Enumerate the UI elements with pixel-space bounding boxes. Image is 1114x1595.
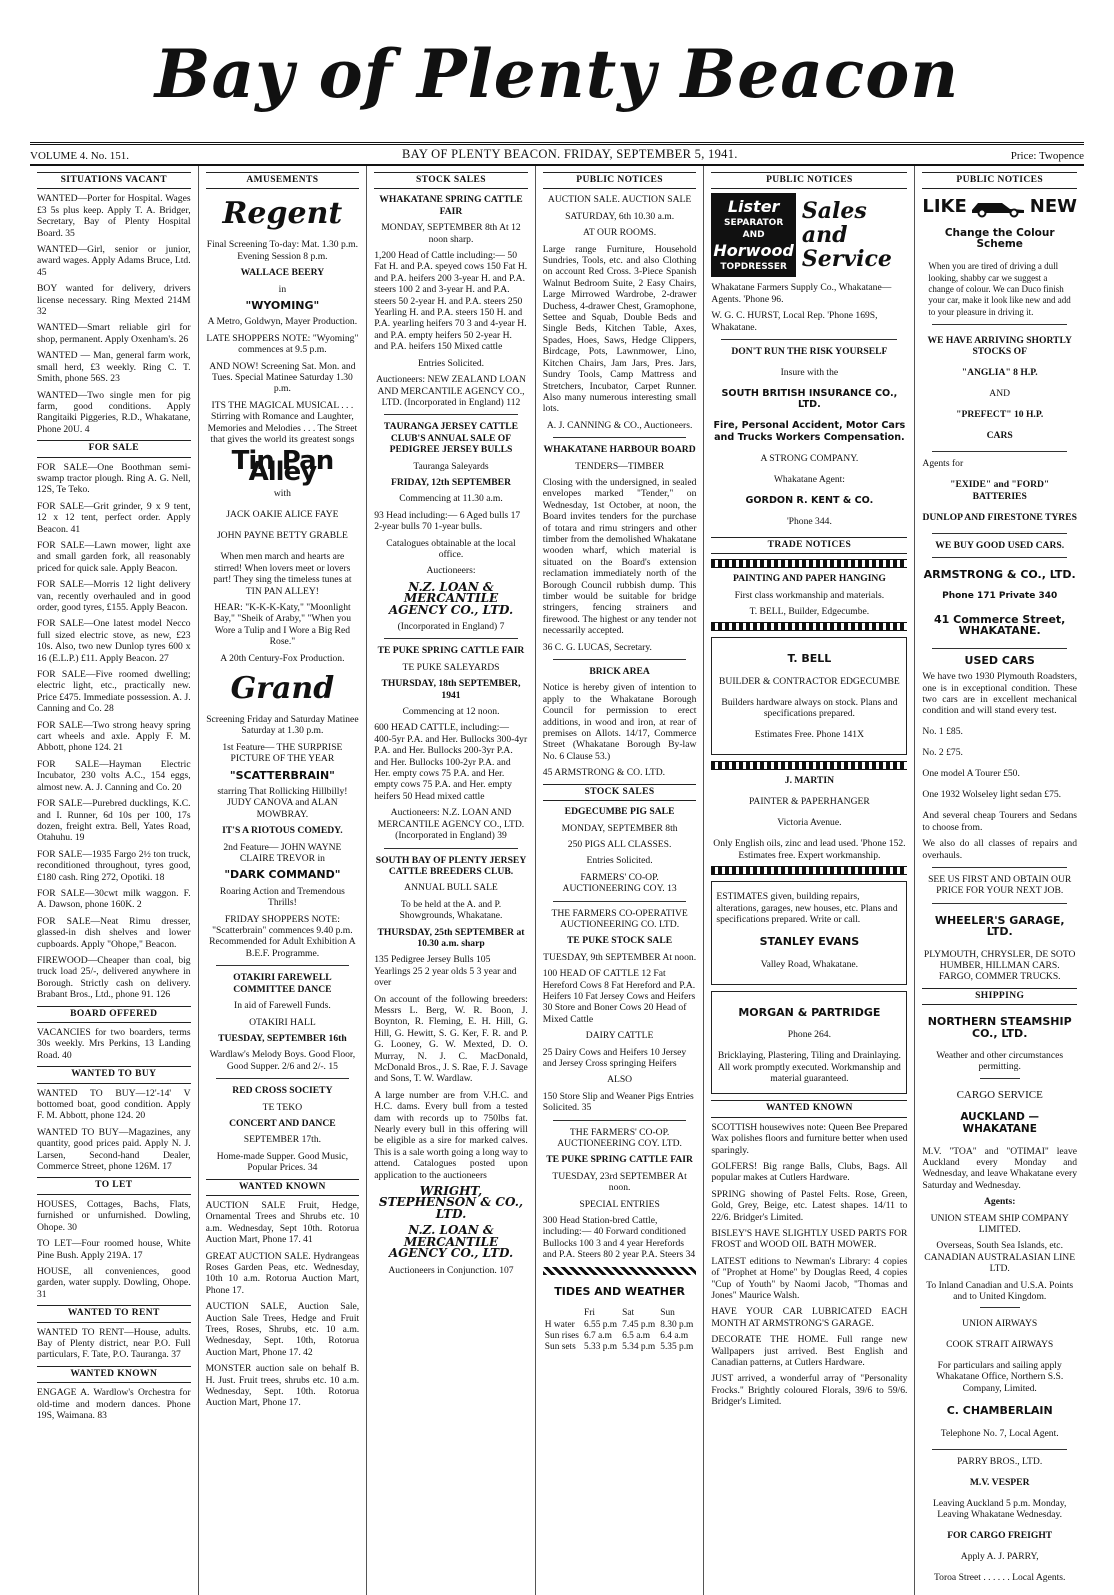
- ad: WANTED—Two single men for pig farm, good conditions. Apply Rangitaiki Piggeries, R.D., Whakatane, Phone 20U. 4: [37, 389, 191, 435]
- text: SEPTEMBER 17th.: [243, 1134, 322, 1146]
- text: JOHN PAYNE BETTY GRABLE: [216, 530, 348, 542]
- text: When you are tired of driving a dull looking, shabby car we suggest a change of colour. We can Duco finish your car, make it look like new and add to your pleasure in driving it.: [928, 261, 1071, 317]
- heading: RED CROSS SOCIETY: [232, 1085, 333, 1097]
- dateline: [30, 142, 1084, 166]
- text: Auctioneers in Conjunction. 107: [388, 1264, 514, 1276]
- ad: FOR SALE—Neat Rimu dresser, glassed-in dish shelves and lower cupboards. Apply "Ohope," Beacon.: [37, 915, 191, 950]
- divider: [980, 1307, 1020, 1308]
- lister-logo: [711, 193, 796, 277]
- heading-stock-sales: STOCK SALES: [374, 172, 528, 189]
- heading: OTAKIRI FAREWELL COMMITTEE DANCE: [233, 972, 332, 995]
- divider: [216, 1078, 350, 1079]
- text: 300 Head Station-bred Cattle, including:— 40 Forward conditioned Bullocks 100 3 and 4 year Herefords and P.A. Steers 80 2 year P.A. Steers 34: [542, 1215, 696, 1261]
- divider: [384, 848, 518, 849]
- price: Price: Twopence: [1010, 150, 1084, 162]
- heading-stock-sales: STOCK SALES: [543, 784, 697, 801]
- text: W. G. C. HURST, Local Rep. 'Phone 169S, Whakatane.: [711, 310, 878, 333]
- text: Roaring Action and Tremendous Thrills!: [219, 885, 345, 909]
- text: Valley Road, Whakatane.: [760, 958, 859, 970]
- heading: WHAKATANE SPRING CATTLE FAIR: [379, 194, 523, 217]
- text: 45 ARMSTRONG & CO. LTD.: [542, 767, 666, 779]
- ad: JUST arrived, a wonderful array of "Personality Frocks." Brightly coloured Florals, 39/6 to 59/6. Bridger's Limited.: [711, 1373, 908, 1408]
- text: WRIGHT, STEPHENSON & CO., LTD.: [378, 1184, 524, 1221]
- text: MORGAN & PARTRIDGE: [738, 1005, 881, 1019]
- text: WE HAVE ARRIVING SHORTLY STOCKS OF: [927, 334, 1072, 358]
- text: ESTIMATES given, building repairs, alterations, garages, new houses, etc. Plans and specifications prepared. Write or call.: [716, 891, 898, 925]
- text: To be held at the A. and P. Showgrounds, Whakatane.: [399, 898, 503, 922]
- text: CONCERT AND DANCE: [229, 1117, 336, 1129]
- text: Entries Solicited.: [586, 855, 653, 867]
- text: TUESDAY, SEPTEMBER 16th: [218, 1032, 347, 1044]
- text: Wardlaw's Melody Boys. Good Floor, Good Supper. 2/6 and 2/-. 15: [209, 1049, 356, 1072]
- text: Catalogues obtainable at the local office.: [386, 537, 516, 560]
- ad: WANTED TO BUY—Magazines, any quantity, good prices paid. Apply N. J. Larsen, Second-hand Dealer, Commerce Street, phone 126M. 17: [37, 1126, 191, 1173]
- like-new-banner: [922, 195, 1077, 217]
- heading: AUCTION SALE. AUCTION SALE: [547, 194, 692, 206]
- text: DAIRY CATTLE: [585, 1030, 654, 1042]
- text: 1st Feature— THE SURPRISE PICTURE OF THE YEAR: [222, 741, 343, 765]
- text: FRIDAY, 12th SEPTEMBER: [390, 476, 512, 488]
- columns: [30, 166, 1084, 1584]
- ad: SPRING showing of Pastel Felts. Rose, Green, Gold, Grey, Beige, etc. Latest shapes. 14/11 to 22/6. Bridger's Limited.: [711, 1188, 908, 1223]
- text: M.V. "TOA" and "OTIMAI" leave Auckland every Monday and Wednesday, and leave Whakatane every Saturday and Wednesday.: [922, 1145, 1077, 1191]
- heading-for-sale: FOR SALE: [37, 440, 191, 457]
- text: Overseas, South Sea Islands, etc. CANADIAN AUSTRALASIAN LINE LTD.: [924, 1240, 1076, 1275]
- text: MONDAY, SEPTEMBER 8th: [561, 822, 678, 834]
- text: STANLEY EVANS: [759, 935, 860, 949]
- text: Closing with the undersigned, in sealed envelopes marked "Tender," on Wednesday, 1st October, at noon, the Board invites tenders for the purchase of totara and rimu stringers and other timber from the demolished Whakatane wooden wharf, which material is situated on the Board's extension reclamation immediately north of the Borough Council rubbish dump. This timber would be suitable for bridge stringers, fencing strainers and firewood. The highest or any tender not necessarily accepted.: [542, 476, 697, 637]
- divider: [553, 437, 687, 438]
- tides-table: [543, 1308, 697, 1354]
- table-cell: 7.45 p.m: [622, 1319, 656, 1330]
- table-row: [543, 1331, 697, 1342]
- text: in: [278, 283, 287, 295]
- table-cell: Fri: [584, 1308, 595, 1319]
- table-cell: 8.30 p.m: [660, 1319, 694, 1330]
- divider: [932, 1449, 1067, 1450]
- t-bell-advert: [711, 637, 907, 755]
- table-cell: [543, 1308, 582, 1319]
- text: MONDAY, SEPTEMBER 8th At 12 noon sharp.: [381, 222, 521, 245]
- ad: FOR SALE—Purebred ducklings, K.C. and I. Runner, 6d 10s per 100, 17s dozen, freight extra. Bell, Yates Road, Otahuhu. 19: [37, 798, 191, 844]
- regent-logo: Regent: [222, 196, 343, 232]
- text: Agents:: [983, 1196, 1016, 1208]
- text: SEE US FIRST AND OBTAIN OUR PRICE FOR YOUR NEXT JOB.: [928, 873, 1072, 897]
- ad: FOR SALE—Hayman Electric Incubator, 230 volts A.C., 154 eggs, almost new. A. J. Canning and Co. 20: [37, 758, 191, 793]
- table-cell: 5.34 p.m: [622, 1342, 656, 1353]
- table-row: [543, 1308, 697, 1319]
- ad: FOR SALE—Five roomed dwelling; electric light, etc., practically new. Price £475. Immediate possession. A. J. Canning and Co. 28: [37, 669, 191, 715]
- ad: FIREWOOD—Cheaper than coal, big truck load 25/-, delivered anywhere in Borough. Strictly cash on delivery. Brabant Bros., Ltd., phone 91. 126: [37, 954, 191, 1001]
- heading: THE FARMERS CO-OPERATIVE AUCTIONEERING CO. LTD.: [551, 907, 688, 930]
- text: Builders hardware always on stock. Plans and specifications prepared.: [721, 696, 898, 720]
- text: No. 2 £75.: [922, 747, 963, 759]
- divider: [980, 1078, 1020, 1079]
- text: THURSDAY, 25th SEPTEMBER at 10.30 a.m. sharp: [377, 926, 525, 949]
- text: For particulars and sailing apply Whakatane Office, Northern S.S. Company, Limited.: [936, 1360, 1064, 1394]
- text: OTAKIRI HALL: [249, 1016, 316, 1028]
- text: "PREFECT" 10 H.P.: [956, 409, 1044, 421]
- table-cell: 5.33 p.m: [584, 1342, 618, 1353]
- text: TUESDAY, 23rd SEPTEMBER At noon.: [552, 1170, 687, 1194]
- text: T. BELL: [787, 652, 832, 666]
- heading: J. MARTIN: [784, 775, 834, 787]
- text: FARMERS' CO-OP. AUCTIONEERING COY. 13: [562, 871, 677, 895]
- heading: WHAKATANE HARBOUR BOARD: [543, 444, 696, 456]
- heading-amusements: AMUSEMENTS: [206, 172, 360, 189]
- ad: TO LET—Four roomed house, White Pine Bush. Apply 219A. 17: [37, 1238, 191, 1261]
- divider: [932, 867, 1067, 868]
- decorative-border: [711, 622, 907, 631]
- ad: ENGAGE A. Wardlow's Orchestra for old-time and modern dances. Phone 19S, Waimana. 83: [37, 1387, 191, 1421]
- text: Victoria Avenue.: [777, 817, 842, 829]
- text: AUCKLAND — WHAKATANE: [960, 1111, 1040, 1135]
- ad: VACANCIES for two boarders, terms 30s weekly. Mrs Perkins, 13 Landing Road. 40: [37, 1027, 191, 1061]
- ad: WANTED TO BUY—12'-14' V bottomed boat, good condition. Apply F. M. Abbott, phone 124. 20: [37, 1087, 191, 1122]
- column-public-notices: [536, 166, 705, 1595]
- text: One model A Tourer £50.: [922, 768, 1020, 780]
- heading: Change the Colour Scheme: [944, 226, 1055, 251]
- text: In aid of Farewell Funds.: [234, 1000, 331, 1012]
- text: Toroa Street . . . . . . Local Agents.: [933, 1572, 1066, 1584]
- heading-public-notices: PUBLIC NOTICES: [543, 172, 697, 189]
- column-trade-notices: [704, 166, 915, 1595]
- text: T. BELL, Builder, Edgecumbe.: [749, 606, 870, 618]
- heading: EDGECUMBE PIG SALE: [564, 806, 675, 818]
- text: Estimates Free. Phone 141X: [754, 729, 865, 741]
- text: Home-made Supper. Good Music, Popular Prices. 34: [216, 1150, 349, 1174]
- ad: FOR SALE—One latest model Necco full sized electric stove, as new, £23 10s. Also, two new Dunlop tyres 600 x 16 (E.L.P.) £11. Apply Beacon. 27: [37, 618, 191, 664]
- heading-trade-notices: TRADE NOTICES: [711, 537, 907, 554]
- heading-wanted-to-rent: WANTED TO RENT: [37, 1305, 191, 1322]
- heading-wanted-known: WANTED KNOWN: [37, 1366, 191, 1383]
- text: DUNLOP AND FIRESTONE TYRES: [922, 511, 1077, 523]
- text: UNION STEAM SHIP COMPANY LIMITED.: [930, 1212, 1069, 1235]
- text: A STRONG COMPANY.: [760, 452, 859, 464]
- text: 135 Pedigree Jersey Bulls 105 Yearlings 25 2 year olds 5 3 year and over: [374, 954, 517, 989]
- divider: [216, 965, 350, 966]
- text: Commencing at 11.30 a.m.: [399, 493, 503, 505]
- divider: [932, 557, 1067, 558]
- table-cell: 6.4 a.m: [660, 1330, 689, 1341]
- ad: WANTED—Smart reliable girl for shop, permanent. Apply Oxenham's. 26: [37, 322, 191, 345]
- ad: GOLFERS! Big range Balls, Clubs, Bags. All popular makes at Cutlers Hardware.: [711, 1160, 908, 1184]
- ad: FOR SALE—30cwt milk waggon. F. A. Dawson, phone 160K. 2: [37, 887, 191, 911]
- ad: BISLEY'S HAVE SLIGHTLY USED PARTS FOR FROST and WOOD OIL BATH MOWER.: [711, 1228, 908, 1251]
- text: ALSO: [607, 1074, 633, 1086]
- text: UNION AIRWAYS: [962, 1318, 1038, 1329]
- heading-to-let: TO LET: [37, 1177, 191, 1194]
- ad: WANTED — Man, general farm work, small herd, £3 weekly. Ring C. T. Smith, phone 56S. 23: [37, 350, 191, 385]
- text: AND: [742, 230, 765, 241]
- text: ARMSTRONG & CO., LTD.: [923, 568, 1076, 582]
- text: SATURDAY, 6th 10.30 a.m.: [565, 210, 675, 222]
- grand-logo: Grand: [230, 670, 335, 706]
- text: One 1932 Wolseley light sedan £75.: [922, 789, 1062, 801]
- text: CARGO SERVICE: [956, 1088, 1043, 1101]
- divider: [553, 659, 687, 660]
- text: Auctioneers: N.Z. LOAN AND MERCANTILE AGENCY CO., LTD. (Incorporated in England) 39: [377, 807, 525, 842]
- text: TE PUKE SPRING CATTLE FAIR: [546, 1154, 693, 1166]
- text: 600 HEAD CATTLE, including:— 400-5yr P.A. and Her. Bullocks 300-4yr P.A. and Her. Bullocks 200-3yr P.A. and Her. Bullocks 100-2yr P.A. and Her. empty cows 75 P.A. and Her. empty cows 75 P.A. and Her. empty heifers 50 Head mixed cattle: [374, 722, 528, 802]
- divider: [553, 1120, 687, 1121]
- text: THURSDAY, 18th SEPTEMBER, 1941: [381, 678, 521, 701]
- text: 150 Store Slip and Weaner Pigs Entries Solicited. 35: [542, 1090, 694, 1114]
- table-row: [543, 1342, 697, 1353]
- table-cell: 5.35 p.m: [660, 1342, 694, 1353]
- heading-shipping: SHIPPING: [922, 988, 1077, 1005]
- text: A Metro, Goldwyn, Mayer Production.: [207, 316, 358, 328]
- text: Commencing at 12 noon.: [402, 706, 500, 718]
- stanley-evans-advert: [711, 881, 907, 985]
- text: Bricklaying, Plastering, Tiling and Drainlaying. All work promptly executed. Workmanship and material guaranteed.: [717, 1050, 901, 1084]
- table-row: [543, 1320, 697, 1331]
- text: starring That Rollicking Hillbilly! JUDY CANOVA and ALAN MOWBRAY.: [217, 786, 348, 820]
- text: SOUTH BRITISH INSURANCE CO., LTD.: [721, 388, 898, 411]
- ad: LATEST editions to Newman's Library: 4 copies of "Prophet at Home" by Douglas Reed, 4 copies "Cup of Youth" by Naomi Jacob, "Thomas and Jones" Maurice Walsh.: [711, 1255, 908, 1302]
- text: Horwood: [713, 241, 794, 261]
- table-cell: Sun rises: [544, 1330, 579, 1341]
- film-title: "WYOMING": [245, 299, 320, 313]
- text: 2nd Feature— JOHN WAYNE CLAIRE TREVOR in: [223, 841, 342, 865]
- table-cell: Sun: [660, 1308, 675, 1319]
- divider: [553, 901, 687, 902]
- text: JACK OAKIE ALICE FAYE: [226, 509, 339, 521]
- ad: FOR SALE—One Boothman semi-swamp tractor plough. Ring A. G. Nell, 12S, Te Teko.: [37, 461, 191, 496]
- ad: HOUSES, Cottages, Bachs, Flats, furnished or unfurnished. Dowling, Ohope. 30: [37, 1198, 191, 1233]
- text: (Incorporated in England) 7: [397, 621, 505, 632]
- text: No. 1 £85.: [922, 726, 963, 738]
- decorative-border: [543, 1267, 697, 1275]
- text: Tauranga Saleyards: [413, 460, 489, 472]
- ad: BOY wanted for delivery, drivers license necessary. Ring Mexted 214M 32: [37, 283, 191, 318]
- text: Only English oils, zinc and lead used. 'Phone 152. Estimates free. Expert workmanship.: [713, 838, 906, 861]
- ad: HAVE YOUR CAR LUBRICATED EACH MONTH AT ARMSTRONG'S GARAGE.: [711, 1306, 908, 1329]
- heading: TAURANGA JERSEY CATTLE CLUB'S ANNUAL SALE OF PEDIGREE JERSEY BULLS: [383, 421, 519, 456]
- text: 'Phone 344.: [786, 515, 832, 527]
- text: We have two 1930 Plymouth Roadsters, one is in exceptional condition. These two cars are in excellent mechanical condition and will stand every test.: [922, 671, 1077, 717]
- divider: [384, 638, 518, 639]
- text: 41 Commerce Street, WHAKATANE.: [934, 612, 1066, 638]
- text: AND NOW! Screening Sat. Mon. and Tues. Special Matinee Saturday 1.30 p.m.: [209, 360, 356, 395]
- text: LIKE: [922, 195, 967, 217]
- text: AND: [989, 388, 1011, 400]
- divider: [932, 648, 1067, 649]
- text: A large number are from V.H.C. and H.C. dams. Every bull from a tested dam with records up to 750lbs fat. Nearly every bull in this offering will be eligible as a sire for marked calves. This is a sale worth going a long way to attend. Catalogues posted upon application to the auctioneers: [374, 1089, 528, 1181]
- text: TE PUKE SALEYARDS: [402, 661, 500, 673]
- text: 93 Head including:— 6 Aged bulls 17 2-year bulls 70 1-year bulls.: [374, 509, 521, 533]
- heading: PAINTING AND PAPER HANGING: [732, 573, 886, 585]
- text: PAINTER & PAPERHANGER: [748, 796, 870, 808]
- text: First class workmanship and materials.: [734, 589, 885, 601]
- lister-advert: [711, 193, 907, 277]
- text: 1,200 Head of Cattle including:— 50 Fat H. and P.A. speyed cows 150 Fat H. and P.A. heifers 200 3-year H. and P.A. steers 100 2 and 3-year H. and P.A. steers 50 2-year H. and P.A. steers 250 Yearling H. and P.A. steers 150 H. and P.A. yearling heifers 70 3 and 4-year H. and P.A. empty heifers 50 2-year H. and P.A. heifers 150 Mixed cattle: [374, 250, 528, 353]
- text: WALLACE BEERY: [240, 267, 325, 279]
- text: To Inland Canadian and U.S.A. Points and to United Kingdom.: [926, 1279, 1074, 1302]
- film-title: "SCATTERBRAIN": [229, 768, 335, 782]
- text: Insure with the: [780, 367, 839, 379]
- text: "ANGLIA" 8 H.P.: [961, 367, 1038, 379]
- decorative-border: [711, 559, 907, 568]
- column-amusements: [199, 166, 368, 1595]
- text: C. CHAMBERLAIN: [946, 1404, 1053, 1418]
- decorative-border: [711, 761, 907, 770]
- text: Large range Furniture, Household Sundries, Tools, etc. and also Clothing on account Red Cross. 3-Piece Spanish Walnut Bedroom Suite, 2 Easy Chairs, Large Mirrowed Wardrobe, 2-drawer Duchess, 4-drawer Chest, Gramophone, Settee and Squab, Double Beds and Single Beds, Kitchen Table, Axes, Spades, Hoes, Saws, Hedge Clippers, Birdcage, Pots, Lawnmower, Lino, Kitchen Chairs, Jam Jars, Pres. Jars, Sundry Tools, Camp Mattress and Stretchers, Incubator, Carpet Runner. Also many numerous interesting small lots.: [542, 243, 697, 415]
- heading: USED CARS: [964, 653, 1035, 667]
- issue-date: BAY OF PLENTY BEACON. FRIDAY, SEPTEMBER 5, 1941.: [402, 147, 738, 161]
- divider: [384, 414, 518, 415]
- table-cell: 6.7 a.m: [584, 1330, 612, 1341]
- text: TE TEKO: [262, 1101, 303, 1113]
- column-stock-sales: [367, 166, 536, 1595]
- ad: MONSTER auction sale on behalf B. H. Just. Fruit trees, shrubs etc. 10 a.m. Wednesday, Sept. 10th. Rotorua Auction Mart, Phone 17.: [205, 1363, 360, 1409]
- tin-pan-alley-title: Tin Pan Alley: [231, 445, 334, 487]
- text: 100 HEAD OF CATTLE 12 Fat Hereford Cows 8 Fat Hereford and P.A. Heifers 10 Fat Jersey Cows and Heifers 30 Store and Boner Cows 20 Head of Mixed Cattle: [542, 968, 696, 1025]
- sales-and-service: Sales and Service: [801, 198, 892, 273]
- decorative-border: [711, 866, 907, 875]
- text: FOR CARGO FREIGHT: [947, 1530, 1053, 1542]
- text: A 20th Century-Fox Production.: [220, 652, 345, 664]
- heading-wanted-known: WANTED KNOWN: [206, 1179, 360, 1196]
- text: M.V. VESPER: [969, 1476, 1030, 1488]
- ad: FOR SALE—Two strong heavy spring cart wheels and axle. Apply F. M. Abbott, phone 124. 21: [37, 719, 191, 754]
- text: TENDERS—TIMBER: [575, 460, 665, 472]
- masthead: Bay of Plenty Beacon: [154, 35, 960, 113]
- ad: FOR SALE—Lawn mower, light axe and small garden fork, all reasonably priced for quick sale. Apply Beacon.: [37, 539, 191, 574]
- morgan-partridge-advert: [711, 991, 907, 1095]
- text: CARS: [986, 430, 1013, 442]
- text: PARRY BROS., LTD.: [957, 1455, 1043, 1467]
- text: Screening Friday and Saturday Matinee Saturday at 1.30 p.m.: [206, 713, 359, 737]
- ad: GREAT AUCTION SALE. Hydrangeas Roses Garden Peas, etc. Wednesday, 10th 10 a.m. Rotorua Auction Mart, Phone 17.: [205, 1250, 360, 1296]
- text: Telephone No. 7, Local Agent.: [940, 1427, 1059, 1439]
- text: Entries Solicited.: [417, 357, 485, 369]
- text: TUESDAY, 9th SEPTEMBER At noon.: [543, 951, 697, 963]
- text: COOK STRAIT AIRWAYS: [946, 1339, 1054, 1350]
- table-cell: H water: [544, 1319, 575, 1330]
- text: Auctioneers: NEW ZEALAND LOAN AND MERCANTILE AGENCY CO., LTD. (Incorporated in England) 112: [376, 374, 526, 408]
- text: NORTHERN STEAMSHIP CO., LTD.: [927, 1015, 1072, 1040]
- heading-wanted-known: WANTED KNOWN: [711, 1100, 907, 1117]
- text: NEW: [1029, 195, 1077, 217]
- heading-wanted-to-buy: WANTED TO BUY: [37, 1066, 191, 1083]
- heading: TE PUKE SPRING CATTLE FAIR: [377, 645, 525, 657]
- ad: WANTED—Porter for Hospital. Wages £3 5s plus keep. Apply T. A. Bridger, Secretary, Bay of Plenty Hospital Board. 35: [37, 193, 191, 239]
- ad: FOR SALE—1935 Fargo 2½ ton truck, reconditioned throughout, tyres good, £180 cash. Ring 272, Opotiki. 18: [37, 848, 191, 883]
- table-cell: 6.55 p.m: [584, 1319, 618, 1330]
- table-cell: Sun sets: [544, 1342, 576, 1353]
- text: Phone 264.: [787, 1029, 831, 1041]
- heading-public-notices: PUBLIC NOTICES: [922, 172, 1077, 189]
- text: N.Z. LOAN & MERCANTILE AGENCY CO., LTD.: [388, 1223, 514, 1261]
- text: Leaving Auckland 5 p.m. Monday, Leaving Whakatane Wednesday.: [932, 1497, 1067, 1521]
- text: TE PUKE STOCK SALE: [567, 935, 673, 947]
- text: TOPDRESSER: [720, 262, 787, 273]
- heading: THE FARMERS' CO-OP. AUCTIONEERING COY. LTD.: [557, 1126, 682, 1150]
- text: A. J. CANNING & CO., Auctioneers.: [546, 419, 693, 431]
- divider: [932, 324, 1067, 325]
- text: 36 C. G. LUCAS, Secretary.: [542, 641, 652, 653]
- text: WHEELER'S GARAGE, LTD.: [934, 913, 1065, 939]
- text: LATE SHOPPERS NOTE: "Wyoming" commences at 9.5 p.m.: [206, 332, 359, 356]
- ad: FOR SALE—Morris 12 light delivery van, recently overhauled and in good order, good tyres, £155. Apply Beacon.: [37, 579, 191, 613]
- divider: [932, 903, 1067, 904]
- text: WE BUY GOOD USED CARS.: [935, 539, 1065, 551]
- ad: SCOTTISH housewives note: Queen Bee Prepared Wax polishes floors and furniture better when used sparingly.: [711, 1121, 908, 1156]
- text: Whakatane Agent:: [773, 473, 845, 485]
- text: PLYMOUTH, CHRYSLER, DE SOTO HUMBER, HILLMAN CARS. FARGO, COMMER TRUCKS.: [923, 948, 1076, 983]
- text: GORDON R. KENT & CO.: [745, 494, 874, 506]
- ad: HOUSE, all conveniences, good garden, water supply. Dowling, Ohope. 31: [37, 1265, 191, 1300]
- text: AT OUR ROOMS.: [583, 227, 657, 239]
- ad: AUCTION SALE, Auction Sale, Auction Sale Trees, Hedge and Fruit Trees, Roses, Shrubs, etc. 10 a.m. Wednesday, Sept. 10th, Rotorua Auction Mart, Phone 17. 42: [205, 1301, 360, 1358]
- divider: [721, 339, 897, 340]
- text: N.Z. LOAN & MERCANTILE AGENCY CO., LTD.: [388, 579, 514, 617]
- tides-title: TIDES AND WEATHER: [554, 1284, 685, 1298]
- text: We also do all classes of repairs and overhauls.: [922, 838, 1077, 861]
- column-classifieds: [30, 166, 199, 1595]
- text: Apply A. J. PARRY,: [960, 1551, 1039, 1563]
- text: Lister: [727, 197, 780, 217]
- ad: FOR SALE—Grit grinder, 9 x 9 tent, 12 x 12 tent, perfect order. Apply Beacon. 41: [37, 500, 191, 535]
- text: Whakatane Farmers Supply Co., Whakatane—Agents. 'Phone 96.: [711, 282, 892, 305]
- text: BUILDER & CONTRACTOR EDGECUMBE: [719, 675, 900, 687]
- text: 250 PIGS ALL CLASSES.: [567, 838, 672, 850]
- text: Notice is hereby given of intention to apply to the Whakatane Borough Council for permission to erect additions, in wood and iron, at rear of premises on Allots. 14/17, Commerce Street (Whakatane Borough By-law No. 6 Clause 53.): [542, 682, 697, 762]
- text: HEAR: "K-K-K-Katy," "Moonlight Bay," "Sheik of Araby," "When you Wore a Tulip and I Wore a Big Red Rose.": [213, 601, 352, 648]
- column-motors-shipping: [915, 166, 1084, 1595]
- heading: DON'T RUN THE RISK YOURSELF: [731, 346, 888, 358]
- text: Phone 171 Private 340: [942, 591, 1058, 602]
- ad: WANTED—Girl, senior or junior, award wages. Apply Adams Bruce, Ltd. 45: [37, 244, 191, 278]
- text: Final Screening To-day: Mat. 1.30 p.m. Evening Session 8 p.m.: [206, 239, 359, 262]
- text: with: [273, 488, 291, 500]
- heading-situations-vacant: SITUATIONS VACANT: [37, 172, 191, 189]
- text: FRIDAY SHOPPERS NOTE: "Scatterbrain" commences 9.40 p.m. Recommended for Adult Exhibition A B.E.F. Programme.: [209, 913, 356, 959]
- text: SPECIAL ENTRIES: [579, 1198, 660, 1210]
- film-title: "DARK COMMAND": [224, 868, 341, 882]
- ad: WANTED TO RENT—House, adults. Bay of Plenty district, near P.O. Full particulars, F. Tate, P.O. Tauranga. 37: [37, 1326, 191, 1361]
- text: Auctioneers:: [426, 565, 476, 577]
- text: 25 Dairy Cows and Heifers 10 Jersey and Jersey Cross springing Heifers: [542, 1046, 687, 1069]
- text: IT'S A RIOTOUS COMEDY.: [222, 825, 343, 837]
- ad: AUCTION SALE Fruit, Hedge, Ornamental Trees and Shrubs etc. 10 a.m. Wednesday, Sept 10th. Rotorua Auction Mart, Phone 17. 41: [205, 1199, 360, 1246]
- text: Agents for: [922, 458, 964, 470]
- divider: [932, 533, 1067, 534]
- heading: SOUTH BAY OF PLENTY JERSEY CATTLE BREEDERS CLUB.: [375, 854, 527, 877]
- text: Weather and other circumstances permitting.: [936, 1050, 1064, 1073]
- text: SEPARATOR: [723, 218, 784, 229]
- text: ANNUAL BULL SALE: [404, 882, 498, 894]
- heading-public-notices: PUBLIC NOTICES: [711, 172, 907, 189]
- car-icon: [968, 195, 1028, 217]
- table-cell: Sat: [622, 1308, 635, 1319]
- volume-number: VOLUME 4. No. 151.: [30, 150, 129, 162]
- text: When men march and hearts are stirred! When lovers meet or lovers part! They sing the timeless tunes at TIN PAN ALLEY!: [213, 551, 352, 597]
- heading-board-offered: BOARD OFFERED: [37, 1006, 191, 1023]
- heading: BRICK AREA: [589, 666, 650, 678]
- text: Fire, Personal Accident, Motor Cars and Trucks Workers Compensation.: [713, 420, 906, 443]
- text: ITS THE MAGICAL MUSICAL . . . Stirring with Romance and Laughter, Memories and Melodies . . . The Street that gives the world its greatest songs: [207, 399, 358, 446]
- text: On account of the following breeders: Messrs L. Berg, W. R. Boon, J. Boynton, R. Fleming, E. H. Hill, G. Hill, G. Hewitt, S. G. Ker, F. R. and P. G. Looney, G. W. Mexted, D. O. Murray, N. J. C. MacDonald, McDonald Bros., J. S. Rae, F. J. Savage and Sons, T. W. Wardlaw.: [374, 993, 528, 1085]
- text: And several cheap Tourers and Sedans to choose from.: [922, 810, 1077, 833]
- ad: DECORATE THE HOME. Full range new Wallpapers just arrived. Best English and Canadian patterns, at Cutlers Hardware.: [711, 1334, 908, 1369]
- divider: [932, 451, 1067, 452]
- table-cell: 6.5 a.m: [622, 1330, 650, 1341]
- text: "EXIDE" and "FORD" BATTERIES: [950, 479, 1050, 502]
